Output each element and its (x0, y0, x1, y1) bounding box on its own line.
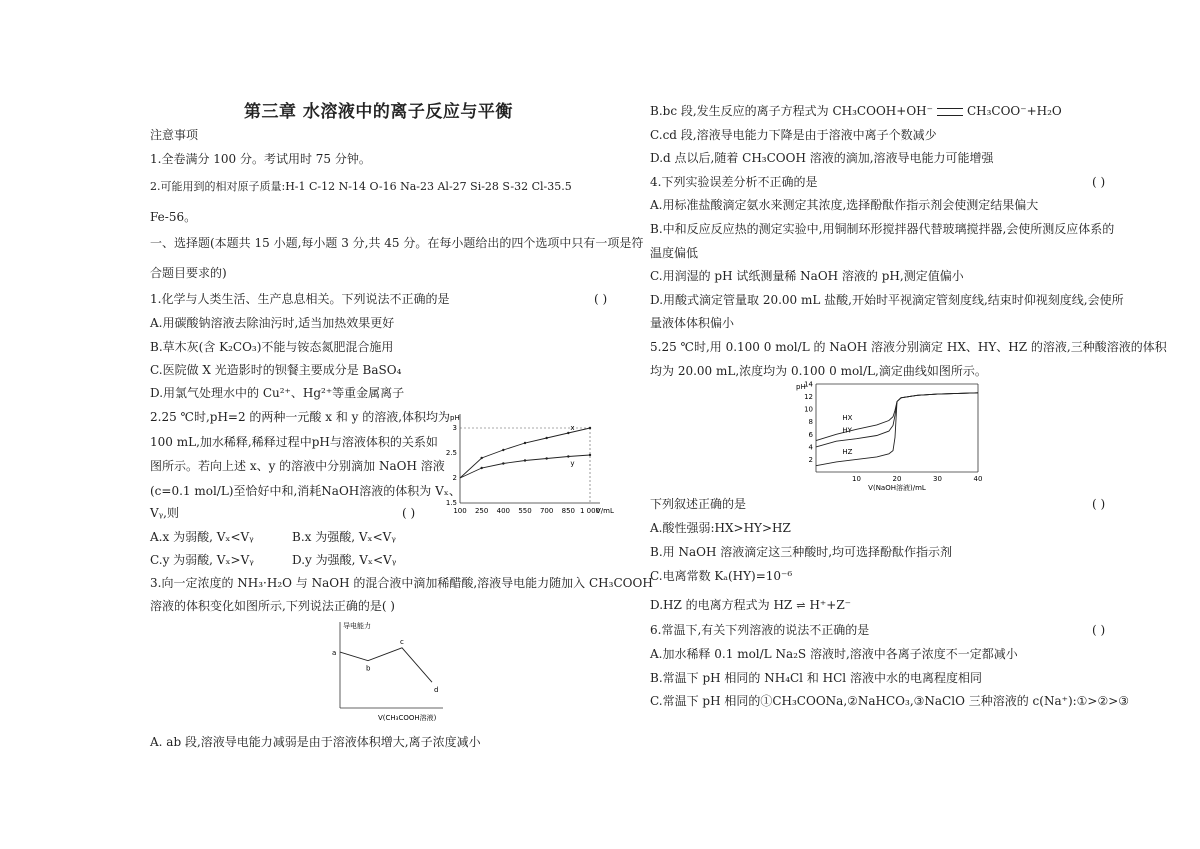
q4-option-d-1: D.用酸式滴定管量取 20.00 mL 盐酸,开始时平视滴定管刻度线,结束时仰视刻度线,会使所 (650, 293, 1124, 307)
page-title: 第三章 水溶液中的离子反应与平衡 (244, 102, 513, 122)
x-tick-label: 1 000 (579, 507, 601, 515)
q2-stem-2: 100 mL,加水稀释,稀释过程中pH与溶液体积的关系如 (150, 435, 438, 449)
data-point-x (502, 449, 504, 451)
y-tick-label: 10 (804, 405, 813, 414)
x-tick-label: 40 (973, 475, 983, 483)
conductivity-curve (340, 648, 432, 682)
reversible-arrow-icon: ⇌ (796, 599, 806, 612)
y-axis-label: pH (796, 383, 806, 391)
point-label-c: c (400, 637, 404, 646)
q4-stem: 4.下列实验误差分析不正确的是 (650, 175, 818, 189)
q4-option-c: C.用润湿的 pH 试纸测量稀 NaOH 溶液的 pH,测定值偏小 (650, 269, 964, 283)
data-point-y (545, 457, 547, 459)
q5-option-c: C.电离常数 Kₐ(HY)=10⁻⁶ (650, 569, 793, 583)
q6-option-c: C.常温下 pH 相同的①CH₃COONa,②NaHCO₃,③NaClO 三种溶液的 c(Na⁺):①>②>③ (650, 694, 1130, 708)
data-point-x (567, 432, 569, 434)
titration-curve-HX (816, 393, 978, 441)
q2-option-c: C.y 为弱酸, Vₓ>Vᵧ (150, 553, 254, 567)
notice-2: 2.可能用到的相对原子质量:H-1 C-12 N-14 O-16 Na-23 Al-27 Si-28 S-32 Cl-35.5 (150, 180, 572, 193)
data-point-y (480, 467, 482, 469)
series-label-HX: HX (842, 413, 853, 422)
q3-option-b (650, 104, 1062, 118)
y-tick-label: 4 (808, 443, 813, 452)
y-axis-label: pH (450, 414, 460, 422)
q6-option-b: B.常温下 pH 相同的 NH₄Cl 和 HCl 溶液中水的电离程度相同 (650, 671, 982, 685)
q3-stem-1: 3.向一定浓度的 NH₃·H₂O 与 NaOH 的混合液中滴加稀醋酸,溶液导电能力随加入 CH₃COOH (150, 576, 653, 590)
x-axis-label: V(NaOH溶液)/mL (868, 484, 926, 492)
data-point-x (480, 457, 482, 459)
data-point-y (524, 459, 526, 461)
notice-1: 1.全卷满分 100 分。考试用时 75 分钟。 (150, 152, 371, 166)
q6-stem: 6.常温下,有关下列溶液的说法不正确的是 (650, 623, 870, 637)
q3-conductivity-chart (328, 616, 458, 726)
data-point-x (589, 427, 591, 429)
q5-option-a: A.酸性强弱:HX>HY>HZ (650, 521, 791, 535)
y-tick-label: 2.5 (445, 449, 457, 457)
q3-stem-2: 溶液的体积变化如图所示,下列说法正确的是( ) (150, 599, 395, 613)
x-tick-label: 250 (474, 507, 489, 515)
point-label-a: a (332, 649, 337, 658)
y-tick-label: 8 (808, 418, 813, 427)
point-label-b: b (366, 664, 371, 673)
q6-answer-paren: ( ) (1092, 623, 1106, 637)
q4-answer-paren: ( ) (1092, 175, 1106, 189)
q2-stem-5: Vᵧ,则 (150, 506, 179, 520)
q3-option-c: C.cd 段,溶液导电能力下降是由于溶液中离子个数减少 (650, 128, 937, 142)
data-point-x (524, 442, 526, 444)
data-point-y (502, 462, 504, 464)
q5-titration-chart (790, 380, 990, 492)
series-label-HY: HY (842, 426, 852, 435)
x-tick-label: 10 (852, 475, 861, 483)
q4-option-a: A.用标准盐酸滴定氨水来测定其浓度,选择酚酞作指示剂会使测定结果偏大 (650, 198, 1039, 212)
x-axis-label: V/mL (596, 507, 614, 515)
x-tick-label: 550 (518, 507, 532, 515)
series-label-x: x (570, 424, 575, 432)
q1-option-b: B.草木灰(含 K₂CO₃)不能与铵态氮肥混合施用 (150, 340, 394, 354)
titration-curve-HY (816, 393, 978, 447)
q1-option-d: D.用氯气处理水中的 Cu²⁺、Hg²⁺等重金属离子 (150, 386, 405, 400)
q4-option-b-2: 温度偏低 (650, 246, 699, 260)
q1-answer-paren: ( ) (594, 292, 608, 306)
series-line-x (460, 428, 590, 478)
x-tick-label: 700 (539, 507, 554, 515)
q4-option-d-2: 量液体体积偏小 (650, 316, 735, 330)
q2-option-a: A.x 为弱酸, Vₓ<Vᵧ (150, 530, 254, 544)
y-tick-label: 14 (804, 380, 813, 389)
series-label-HZ: HZ (842, 447, 853, 456)
q4-option-b-1: B.中和反应反应热的测定实验中,用铜制环形搅拌器代替玻璃搅拌器,会使所测反应体系的 (650, 222, 1115, 236)
q5-option-d-lhs: D.HZ 的电离方程式为 HZ (650, 598, 793, 612)
q6-option-a: A.加水稀释 0.1 mol/L Na₂S 溶液时,溶液中各离子浓度不一定都减小 (650, 647, 1018, 661)
q2-option-d: D.y 为强酸, Vₓ<Vᵧ (292, 553, 397, 567)
x-tick-label: 30 (933, 475, 942, 483)
y-tick-label: 2 (452, 474, 457, 482)
y-tick-label: 3 (452, 424, 457, 432)
equals-arrow-icon (937, 108, 963, 116)
q5-stem-2: 均为 20.00 mL,浓度均为 0.100 0 mol/L,滴定曲线如图所示。 (650, 364, 987, 378)
q2-ph-dilution-chart (440, 408, 640, 520)
notice-heading: 注意事项 (150, 128, 199, 142)
q2-stem-3: 图所示。若向上述 x、y 的溶液中分别滴加 NaOH 溶液 (150, 459, 445, 473)
q1-option-c: C.医院做 X 光造影时的钡餐主要成分是 BaSO₄ (150, 363, 402, 377)
q1-stem: 1.化学与人类生活、生产息息相关。下列说法不正确的是 (150, 292, 450, 306)
y-axis-label: 导电能力 (343, 622, 371, 630)
q5-stem-1: 5.25 ℃时,用 0.100 0 mol/L 的 NaOH 溶液分别滴定 HX、HY、HZ 的溶液,三种酸溶液的体积 (650, 340, 1167, 354)
q2-answer-paren: ( ) (402, 506, 416, 520)
series-label-y: y (570, 459, 575, 468)
q3-option-a: A. ab 段,溶液导电能力减弱是由于溶液体积增大,离子浓度减小 (150, 735, 481, 749)
y-tick-label: 6 (808, 430, 813, 439)
q3-option-b-rhs: CH₃COO⁻+H₂O (966, 104, 1062, 118)
q1-option-a: A.用碳酸钠溶液去除油污时,适当加热效果更好 (150, 316, 395, 330)
notice-2-cont: Fe-56。 (150, 210, 197, 224)
y-tick-label: 2 (808, 455, 813, 464)
q5-option-b: B.用 NaOH 溶液滴定这三种酸时,均可选择酚酞作指示剂 (650, 545, 953, 559)
data-point-y (567, 455, 569, 457)
q2-option-b: B.x 为强酸, Vₓ<Vᵧ (292, 530, 396, 544)
q5-answer-paren: ( ) (1092, 497, 1106, 511)
q3-option-b-lhs: B.bc 段,发生反应的离子方程式为 CH₃COOH+OH⁻ (650, 104, 933, 118)
y-tick-label: 1.5 (445, 499, 457, 507)
section-1-heading: 一、选择题(本题共 15 小题,每小题 3 分,共 45 分。在每小题给出的四个选项中只有一项是符 (150, 236, 644, 250)
q5-stem-3: 下列叙述正确的是 (650, 497, 747, 511)
q2-stem-1: 2.25 ℃时,pH=2 的两种一元酸 x 和 y 的溶液,体积均为 (150, 410, 451, 424)
data-point-x (545, 437, 547, 439)
x-tick-label: 400 (496, 507, 511, 515)
q5-option-d-rhs: H⁺+Z⁻ (809, 598, 851, 612)
q2-stem-4: (c=0.1 mol/L)至恰好中和,消耗NaOH溶液的体积为 Vₓ、 (150, 484, 461, 498)
data-point-y (589, 454, 591, 456)
titration-curve-HZ (816, 393, 978, 466)
point-label-d: d (434, 686, 439, 695)
q3-option-d: D.d 点以后,随着 CH₃COOH 溶液的滴加,溶液导电能力可能增强 (650, 151, 994, 165)
x-axis-label: V(CH₃COOH溶液) (378, 714, 437, 722)
x-tick-label: 100 (453, 507, 467, 515)
x-tick-label: 20 (892, 475, 902, 483)
q5-option-d (650, 598, 851, 613)
y-tick-label: 12 (804, 393, 813, 402)
x-tick-label: 850 (561, 507, 576, 515)
section-1-heading-cont: 合题目要求的) (150, 266, 227, 280)
